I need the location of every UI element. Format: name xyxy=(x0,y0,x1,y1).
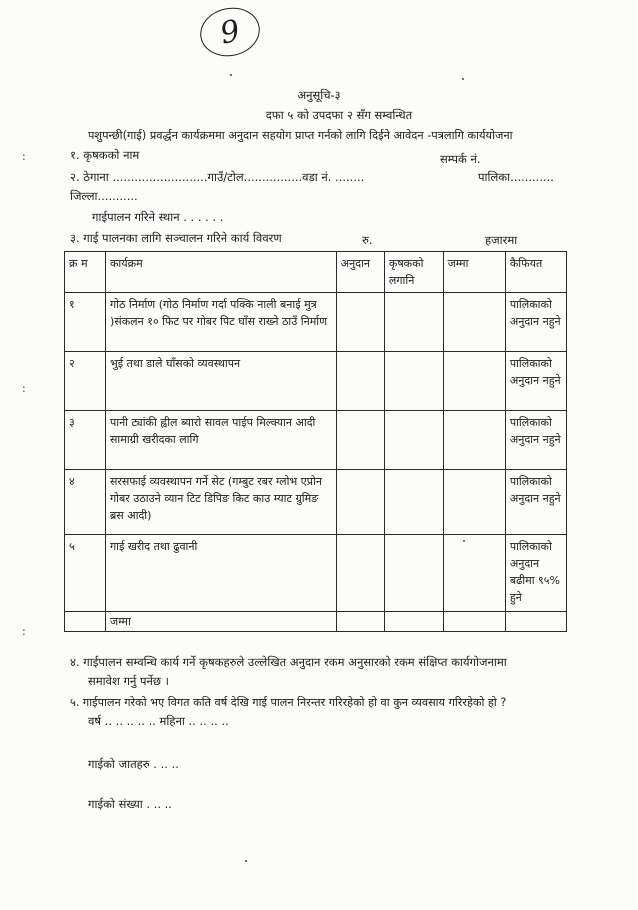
row-remarks: पालिकाको अनुदान बढीमा ९५% हुने xyxy=(505,535,566,612)
row-farmer-cost-cell xyxy=(384,352,443,411)
table-row xyxy=(65,470,567,535)
table-total-row xyxy=(65,612,567,632)
total-total-cell xyxy=(443,612,505,632)
row-sn: ५ xyxy=(65,535,106,612)
row-total-cell xyxy=(443,535,505,612)
row-subsidy-cell xyxy=(336,352,384,411)
row-program: भुई तथा डाले घाँसको व्यवस्थापन xyxy=(105,352,336,411)
breed-line: गाईको जातहरु . .. .. xyxy=(88,757,179,771)
page-number-circle xyxy=(196,2,265,61)
header-subsidy: अनुदान xyxy=(336,252,384,293)
row-subsidy-cell xyxy=(336,535,384,612)
row-program: सरसफाई व्यवस्थापन गर्ने सेट (गम्बुट रबर ग्लोभ एप्रोन गोबर उठाउने व्यान टिट डिपिङ किट काउ म्याट ग्रुमिङ ब्रस आदी) xyxy=(105,470,336,535)
row-sn: २ xyxy=(65,352,106,411)
row-sn: १ xyxy=(65,293,106,352)
years-line: वर्ष .. .. .. .. .. महिना .. .. .. .. xyxy=(88,714,229,728)
row-total-cell xyxy=(443,470,505,535)
section-reference: दफा ५ को उपदफा २ सँग सम्वन्धित xyxy=(265,108,413,122)
total-remarks-cell xyxy=(505,612,566,632)
row-program: पानी ट्यांकी ह्वील ब्यारो सावल पाईप मिल्क्यान आदी सामाग्री खरीदका लागि xyxy=(105,411,336,470)
header-farmer-cost: कृषकको लगानि xyxy=(384,252,443,293)
row-remarks: पालिकाको अनुदान नहुने xyxy=(505,293,566,352)
table-row xyxy=(65,535,567,612)
scan-speck xyxy=(462,78,464,80)
field-farm-location: गाईपालन गरिने स्थान . . . . . . xyxy=(92,210,224,224)
margin-mark: : xyxy=(22,625,26,638)
row-remarks: पालिकाको अनुदान नहुने xyxy=(505,352,566,411)
row-sn: ३ xyxy=(65,411,106,470)
scan-speck xyxy=(230,74,232,76)
row-farmer-cost-cell xyxy=(384,411,443,470)
table-row xyxy=(65,293,567,352)
annex-title: अनुसूचि-३ xyxy=(297,88,341,102)
note-4-line-2: समावेश गर्नु पर्नेछ । xyxy=(88,674,170,688)
row-subsidy-cell xyxy=(336,411,384,470)
table-header-row xyxy=(65,252,567,293)
row-subsidy-cell xyxy=(336,470,384,535)
header-remarks: कैफियत xyxy=(505,252,566,293)
total-farmer-cost-cell xyxy=(384,612,443,632)
margin-mark: : xyxy=(22,382,26,395)
header-total: जम्मा xyxy=(443,252,505,293)
scan-speck xyxy=(463,540,465,542)
form-title: पशुपन्छी(गाई) प्रवर्द्धन कार्यक्रममा अनुदान सहयोग प्राप्त गर्नको लागि दिईने आवेदन -पत्रलागि कार्ययोजना xyxy=(88,129,513,142)
field-farmer-name: १. कृषकको नाम xyxy=(70,148,140,162)
row-total-cell xyxy=(443,411,505,470)
row-farmer-cost-cell xyxy=(384,535,443,612)
row-program: गाई खरीद तथा ढुवानी xyxy=(105,535,336,612)
header-sn: क्र म xyxy=(65,252,106,293)
row-total-cell xyxy=(443,293,505,352)
page-number: 9 xyxy=(217,12,243,52)
row-subsidy-cell xyxy=(336,293,384,352)
header-program: कार्यक्रम xyxy=(105,252,336,293)
field-district: जिल्ला........... xyxy=(70,189,138,203)
note-4-line-1: ४. गाईपालन सम्वन्धि कार्य गर्ने कृषकहरुले उल्लेखित अनुदान रकम अनुसारको रकम संक्षिप्त कार्यगोजनामा xyxy=(70,655,507,669)
activity-plan-table xyxy=(64,251,567,632)
count-line: गाईको संख्या . .. .. xyxy=(88,797,172,811)
row-remarks: पालिकाको अनुदान नहुने xyxy=(505,470,566,535)
scan-speck xyxy=(245,860,247,862)
margin-mark: : xyxy=(22,150,26,163)
row-sn: ४ xyxy=(65,470,106,535)
field-municipality: पालिका............ xyxy=(478,170,554,184)
row-total-cell xyxy=(443,352,505,411)
row-program: गोठ निर्माण (गोठ निर्माण गर्दा पक्कि नाली बनाई मुत्र )संकलन १० फिट पर गोबर पिट घाँस राख्ने ठाउँ निर्माण xyxy=(105,293,336,352)
field-contact-no: सम्पर्क नं. xyxy=(440,152,481,166)
row-farmer-cost-cell xyxy=(384,470,443,535)
activity-heading: ३. गाई पालनका लागि सञ्चालन गरिने कार्य विवरण xyxy=(70,231,282,245)
currency-label: रु. xyxy=(362,233,373,247)
unit-label: हजारमा xyxy=(485,233,518,247)
table-row xyxy=(65,411,567,470)
row-farmer-cost-cell xyxy=(384,293,443,352)
total-label: जम्मा xyxy=(105,612,336,632)
row-remarks: पालिकाको अनुदान नहुने xyxy=(505,411,566,470)
total-sn-cell xyxy=(65,612,106,632)
note-5: ५. गाईपालन गरेको भए विगत कति वर्ष देखि गाई पालन निरन्तर गरिरहेको हो वा कुन व्यवसाय गरिरहेको हो ? xyxy=(70,696,507,709)
table-row xyxy=(65,352,567,411)
total-subsidy-cell xyxy=(336,612,384,632)
field-address: २. ठेगाना ..........................गाउँ/टोल................वडा नं. ........ xyxy=(70,170,365,184)
